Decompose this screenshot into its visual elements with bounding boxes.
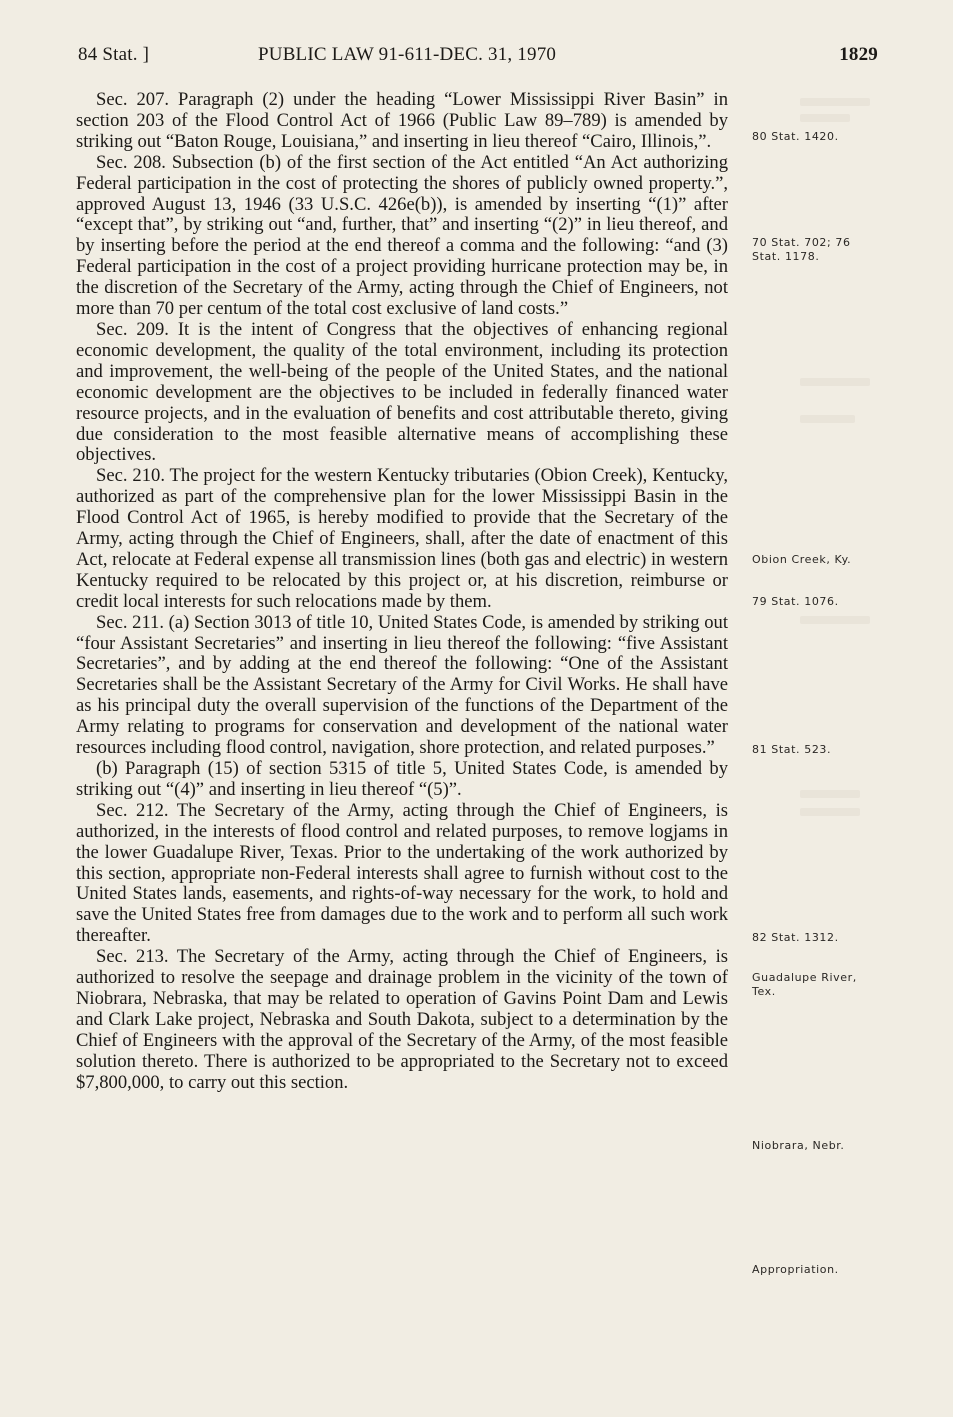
- section-210: Sec. 210. The project for the western Kentucky tributaries (Obion Creek), Kentucky, authorized as part of the comprehensive plan for the lower Mississippi Basin in the Flood Control Act of 1965, is hereby modified to provide that the Secretary of the Army, acting through the Chief of Engineers, shall, after the date of enactment of this Act, relocate at Federal expense all transmission lines (both gas and electric) in western Kentucky required to be relocated by this project or, at his discretion, reimburse or credit local interests for such relocations made by them.: [76, 465, 728, 612]
- section-213: Sec. 213. The Secretary of the Army, acting through the Chief of Engineers, is authorized to resolve the seepage and drainage problem in the vicinity of the town of Niobrara, Nebraska, that may be related to operation of Gavins Point Dam and Lewis and Clark Lake project, Nebraska and South Dakota, subject to a determination by the Chief of Engineers with the approval of the Secretary of the Army, of the most feasible solution thereto. There is authorized to be appropriated to the Secretary not to exceed $7,800,000, to carry out this section.: [76, 946, 728, 1093]
- margin-note-guadalupe-river: Guadalupe River, Tex.: [752, 971, 857, 998]
- bleed-through-mark: [800, 415, 855, 423]
- bleed-through-mark: [800, 790, 860, 798]
- margin-note-79-stat-1076: 79 Stat. 1076.: [752, 595, 839, 608]
- margin-note-niobrara: Niobrara, Nebr.: [752, 1139, 845, 1152]
- bleed-through-mark: [800, 616, 870, 624]
- margin-note-obion-creek: Obion Creek, Ky.: [752, 553, 852, 566]
- page-title: PUBLIC LAW 91-611-DEC. 31, 1970: [258, 44, 557, 65]
- bleed-through-mark: [800, 378, 870, 386]
- margin-note-81-stat-523: 81 Stat. 523.: [752, 743, 832, 756]
- section-211a: Sec. 211. (a) Section 3013 of title 10, United States Code, is amended by striking out “four Assistant Secretaries” and inserting in lieu thereof the following: “five Assistant Secretaries”, and by adding at the end thereof the following: “One of the Assistant Secretaries shall be the Assistant Secretary of the Army for Civil Works. He shall have as his principal duty the overall supervision of the functions of the Department of the Army relating to programs for conservation and development of the national water resources including flood control, navigation, shore protection, and related purposes.”: [76, 611, 728, 759]
- section-208: Sec. 208. Subsection (b) of the first section of the Act entitled “An Act authorizing Federal participation in the cost of protecting the shores of publicly owned property.”, approved August 13, 1946 (33 U.S.C. 426e(b)), is amended by inserting “(1)” after “except that”, by striking out “and, further, that” and inserting “(2)” in lieu thereof, and by inserting before the period at the end thereof a comma and the following: “and (3) Federal participation in the cost of a project providing hurricane protection may be, in the discretion of the Secretary of the Army, acting through the Chief of Engineers, not more than 70 per centum of the total cost exclusive of land costs.”: [76, 151, 728, 320]
- bleed-through-mark: [800, 114, 850, 122]
- body-text: [76, 90, 728, 1094]
- section-212: Sec. 212. The Secretary of the Army, acting through the Chief of Engineers, is authorized, in the interests of flood control and related purposes, to remove logjams in the lower Guadalupe River, Texas. Prior to the undertaking of the work authorized by this section, appropriate non-Federal interests shall agree to furnish without cost to the United States lands, easements, and rights-of-way necessary for the work, to hold and save the United States free from damages due to the work and to perform all such work thereafter.: [76, 799, 728, 947]
- section-207: Sec. 207. Paragraph (2) under the heading “Lower Mississippi River Basin” in section 203 of the Flood Control Act of 1966 (Public Law 89–789) is amended by striking out “Baton Rouge, Louisiana,” and inserting in lieu thereof “Cairo, Illinois,”.: [76, 89, 728, 152]
- section-211b: (b) Paragraph (15) of section 5315 of title 5, United States Code, is amended by striking out “(4)” and inserting in lieu thereof “(5)”.: [76, 758, 728, 800]
- bleed-through-mark: [800, 808, 860, 816]
- margin-note-70-stat-702: 70 Stat. 702; 76 Stat. 1178.: [752, 236, 851, 263]
- margin-note-appropriation: Appropriation.: [752, 1263, 839, 1276]
- section-209: Sec. 209. It is the intent of Congress that the objectives of enhancing regional economic development, the quality of the total environment, including its protection and improvement, the well-being of the people of the United States, and the national economic development are the objectives to be included in federally financed water resource projects, and in the evaluation of benefits and cost attributable thereto, giving due consideration to the most feasible alternative means of accomplishing these objectives.: [76, 318, 728, 466]
- margin-note-80-stat-1420: 80 Stat. 1420.: [752, 130, 839, 143]
- page-header: [78, 44, 878, 74]
- bleed-through-mark: [800, 98, 870, 106]
- margin-note-82-stat-1312: 82 Stat. 1312.: [752, 931, 839, 944]
- volume-reference: 84 Stat. ]: [78, 44, 150, 65]
- page-number: 1829: [839, 44, 878, 65]
